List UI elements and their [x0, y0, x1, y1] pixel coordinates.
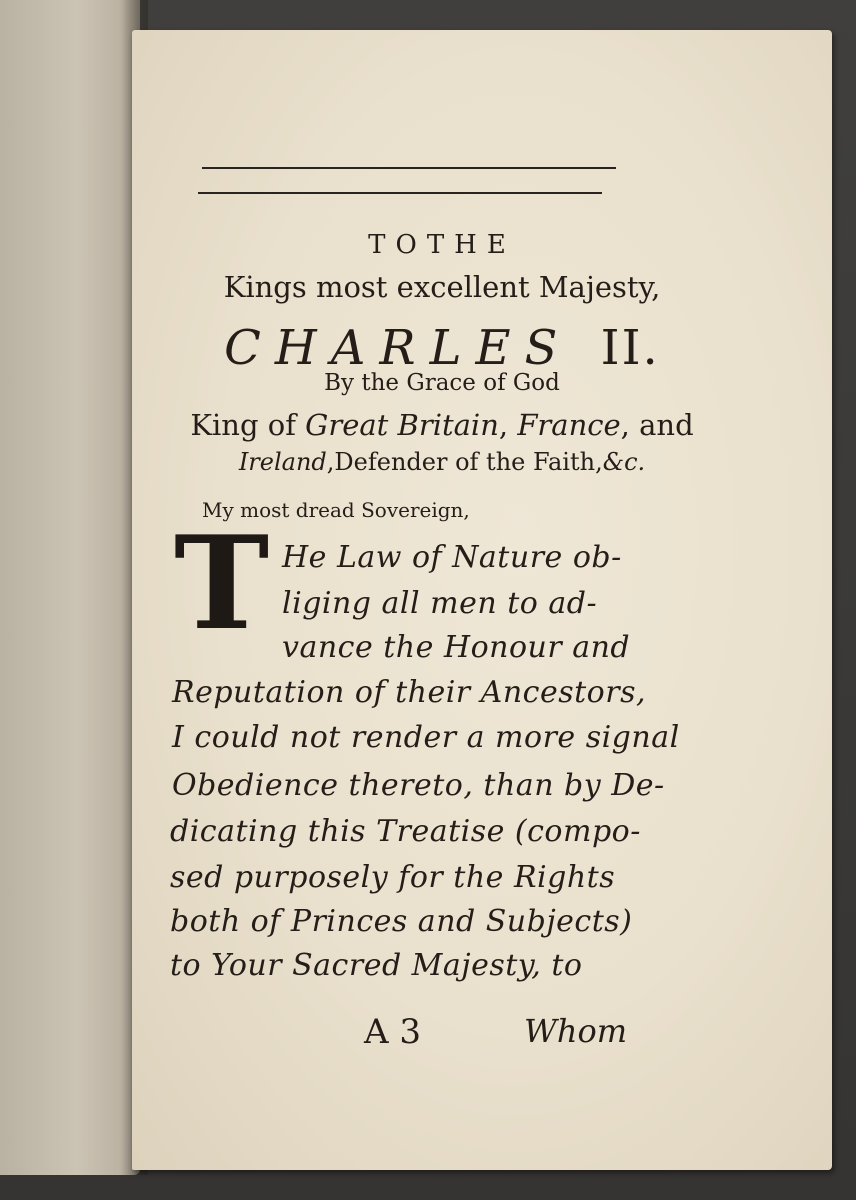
- dedication-heading-ireland: [132, 448, 752, 476]
- drop-cap: T: [174, 509, 270, 659]
- dedication-heading-name: [132, 320, 752, 376]
- king-of-text: King of: [190, 408, 306, 442]
- body-line: I could not render a more signal: [172, 720, 680, 755]
- left-page-edge: [0, 0, 140, 1175]
- ornamental-rule-top: [202, 167, 616, 169]
- book-page: [132, 30, 832, 1170]
- body-line: vance the Honour and: [282, 630, 631, 665]
- defender-text: ,Defender of the Faith,: [326, 448, 603, 476]
- salutation: My most dread Sovereign,: [202, 498, 470, 522]
- ireland-text: Ireland: [238, 448, 327, 476]
- dedication-heading-to-the: TOTHE: [368, 230, 516, 260]
- comma-text: ,: [498, 408, 518, 442]
- body-line: both of Princes and Subjects): [170, 904, 633, 939]
- name-regnal-number: II.: [600, 320, 660, 376]
- body-line: Obedience thereto, than by De-: [172, 768, 665, 803]
- body-line: dicating this Treatise (compo-: [170, 814, 641, 849]
- france-text: France: [517, 408, 621, 442]
- dedication-heading-realms: [132, 408, 752, 442]
- body-line: sed purposely for the Rights: [170, 860, 616, 895]
- ornamental-rule-bottom: [198, 192, 602, 194]
- body-line: Reputation of their Ancestors,: [172, 675, 647, 710]
- etc-text: &c.: [602, 448, 646, 476]
- signature-mark: A 3: [364, 1012, 421, 1052]
- name-italic: CHARLES: [224, 320, 572, 376]
- body-line: liging all men to ad-: [282, 586, 598, 621]
- great-britain-text: Great Britain: [305, 408, 499, 442]
- catchword: Whom: [524, 1012, 628, 1050]
- body-line: He Law of Nature ob-: [282, 540, 622, 575]
- and-text: , and: [620, 408, 694, 442]
- body-line: to Your Sacred Majesty, to: [170, 948, 583, 983]
- dedication-heading-grace: By the Grace of God: [324, 370, 560, 396]
- dedication-heading-kings: Kings most excellent Majesty,: [223, 270, 661, 304]
